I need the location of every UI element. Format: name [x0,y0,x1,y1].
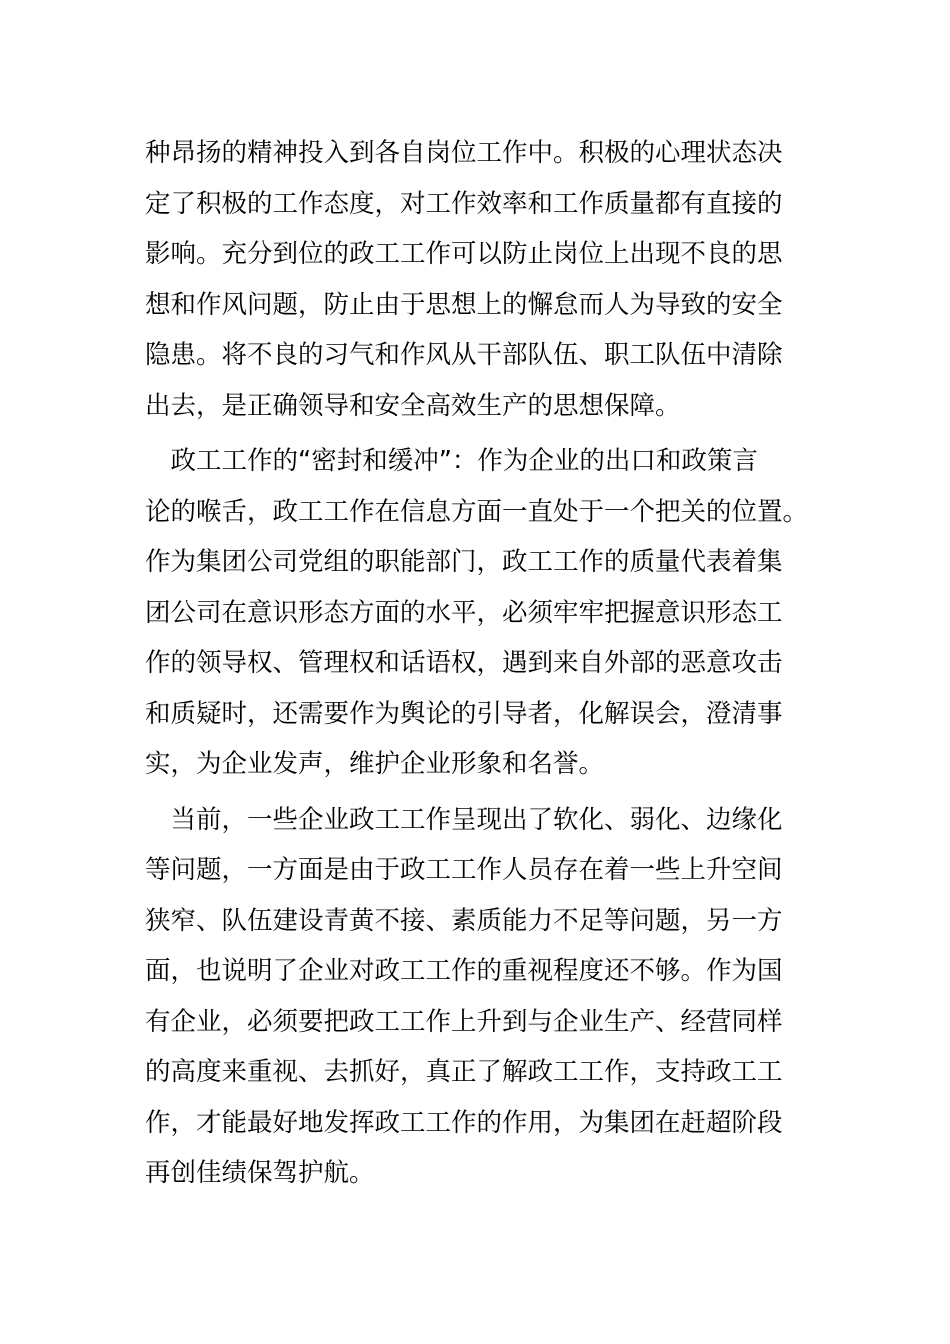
text-line: 狭窄、队伍建设青黄不接、素质能力不足等问题，另一方 [145,905,783,936]
text-line: 想和作风问题，防止由于思想上的懈怠而人为导致的安全 [145,289,783,320]
text-line: 论的喉舌，政工工作在信息方面一直处于一个把关的位置。 [145,496,809,527]
text-line: 定了积极的工作态度，对工作效率和工作质量都有直接的 [145,188,783,219]
text-line: 作，才能最好地发挥政工工作的作用，为集团在赶超阶段 [145,1107,783,1138]
text-line: 作的领导权、管理权和话语权，遇到来自外部的恶意攻击 [145,648,783,678]
text-line: 作为集团公司党组的职能部门，政工工作的质量代表着集 [145,547,783,577]
text-line: 种昂扬的精神投入到各自岗位工作中。积极的心理状态决 [145,138,783,168]
paragraph-3 [145,795,795,1199]
text-line: 团公司在意识形态方面的水平，必须牢牢把握意识形态工 [145,597,783,628]
paragraph-2 [145,436,809,790]
text-line: 影响。充分到位的政工工作可以防止岗位上出现不良的思 [145,239,783,269]
text-line: 政工工作的“密封和缓冲”：作为企业的出口和政策言 [145,446,758,476]
text-line: 面，也说明了企业对政工工作的重视程度还不够。作为国 [145,956,783,986]
text-line: 隐患。将不良的习气和作风从干部队伍、职工队伍中清除 [145,340,783,370]
text-line: 有企业，必须要把政工工作上升到与企业生产、经营同样 [145,1006,783,1037]
text-line: 等问题，一方面是由于政工工作人员存在着一些上升空间 [145,855,783,885]
text-line: 和质疑时，还需要作为舆论的引导者，化解误会，澄清事 [145,698,783,729]
text-line: 的高度来重视、去抓好，真正了解政工工作，支持政工工 [145,1057,783,1087]
text-line: 再创佳绩保驾护航。 [145,1158,375,1188]
document-body [145,128,809,1199]
paragraph-1 [145,128,795,431]
text-line: 实，为企业发声，维护企业形象和名誉。 [145,749,605,779]
text-line: 出去，是正确领导和安全高效生产的思想保障。 [145,390,681,421]
text-line: 当前，一些企业政工工作呈现出了软化、弱化、边缘化 [145,804,783,835]
